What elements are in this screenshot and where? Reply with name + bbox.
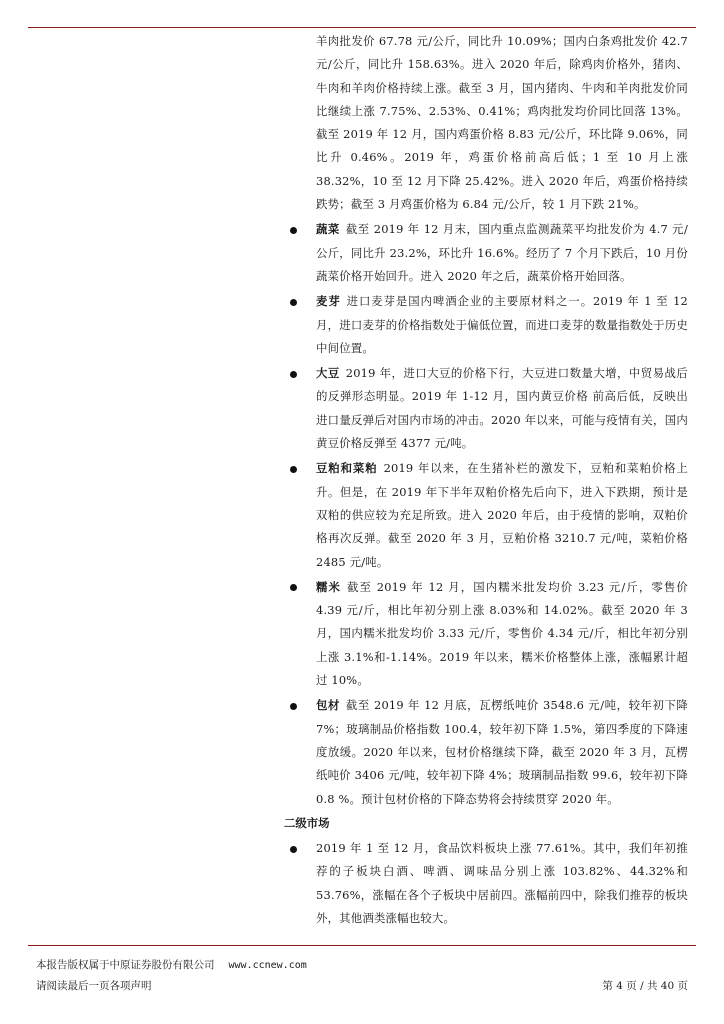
bullet-term: 大豆 <box>316 366 340 381</box>
bullet-text: 进口麦芽是国内啤酒企业的主要原材料之一。2019 年 1 至 12 月，进口麦芽的价格指数处于偏低位置，而进口麦芽的数量指数处于历史中间位置。 <box>316 294 688 355</box>
bullet-dot-icon <box>290 846 297 853</box>
bullet-text: 2019 年以来，在生猪补栏的激发下，豆粕和菜粕价格上升。但是，在 2019 年下半年双粕价格先后向下，进入下跌期，预计是双粕的供应较为充足所致。进入 2020 年后，由于疫情的影响，双粕价格再次反弹。截至 2020 年 3 月，豆粕价格 3210.7 元/吨，菜粕价格 2485 元/吨。 <box>316 461 688 569</box>
bullet-term: 麦芽 <box>316 294 341 309</box>
page-number: 第 4 页 / 共 40 页 <box>602 980 688 992</box>
bullet-vegetables <box>284 218 688 288</box>
bullet-glutinous-rice <box>284 576 688 692</box>
bullet-term: 蔬菜 <box>316 222 340 237</box>
continued-paragraph: 羊肉批发价 67.78 元/公斤，同比升 10.09%；国内白条鸡批发价 42.7 元/公斤，同比升 158.63%。进入 2020 年后，除鸡肉价格外，猪肉、牛肉和羊肉价格持续上涨。截至 3 月，国内猪肉、牛肉和羊肉批发价同比继续上涨 7.75%、2.53%、0.41%；鸡肉批发均价同比回落 13%。截至 2019 年 12 月，国内鸡蛋价格 8.83 元/公斤，环比降 9.06%，同比升 0.46%。2019 年，鸡蛋价格前高后低；1 至 10 月上涨 38.32%，10 至 12 月下降 25.42%。进入 2020 年后，鸡蛋价格持续跌势；截至 3 月鸡蛋价格为 6.84 元/公斤，较 1 月下跌 21%。 <box>316 34 688 212</box>
bullet-term: 豆粕和菜粕 <box>316 461 378 476</box>
bullet-dot-icon <box>290 227 297 234</box>
bullet-dot-icon <box>290 584 297 591</box>
bullet-text: 2019 年 1 至 12 月，食品饮料板块上涨 77.61%。其中，我们年初推荐的子板块白酒、啤酒、调味品分别上涨 103.82%、44.32%和 53.76%，涨幅在各个子板块中居前四。涨幅前四中，除我们推荐的板块外，其他酒类涨幅也较大。 <box>316 841 688 925</box>
bullet-malt <box>284 290 688 360</box>
bullet-text: 截至 2019 年 12 月，国内糯米批发均价 3.23 元/斤，零售价 4.39 元/斤，相比年初分别上涨 8.03%和 14.02%。截至 2020 年 3 月，国内糯米批发均价 3.33 元/斤，零售价 4.34 元/斤，相比年初分别上涨 3.1%和-1.14%。2019 年以来，糯米价格整体上涨，涨幅累计超过 10%。 <box>316 579 689 688</box>
bullet-packaging <box>284 694 688 810</box>
bullet-text: 截至 2019 年 12 月底，瓦楞纸吨价 3548.6 元/吨，较年初下降 7%；玻璃制品价格指数 100.4，较年初下降 1.5%，第四季度的下降速度放缓。2020 年以来，包材价格继续下降，截至 2020 年 3 月，瓦楞纸吨价 3406 元/吨，较年初下降 4%；玻璃制品指数 99.6，较年初下降 0.8 %。预计包材价格的下降态势将会持续贯穿 2020 年。 <box>316 698 688 806</box>
bullet-dot-icon <box>290 703 297 710</box>
bullet-dot-icon <box>290 299 297 306</box>
report-body <box>284 30 688 930</box>
header-rule <box>28 27 696 28</box>
footer-url[interactable]: www.ccnew.com <box>228 960 307 971</box>
bullet-dot-icon <box>290 466 297 473</box>
footer-left <box>36 955 307 997</box>
bullet-meal <box>284 457 688 573</box>
bullet-soybean <box>284 362 688 455</box>
footer-disclaimer: 请阅读最后一页各项声明 <box>36 980 152 992</box>
bullet-secondary-market <box>284 837 688 930</box>
bullet-dot-icon <box>290 371 297 378</box>
footer-copyright: 本报告版权属于中原证券股份有限公司 <box>36 959 215 971</box>
footer-rule <box>28 945 696 946</box>
bullet-term: 糯米 <box>316 579 342 594</box>
section-heading: 二级市场 <box>284 815 330 830</box>
bullet-term: 包材 <box>316 698 340 713</box>
bullet-text: 2019 年，进口大豆的价格下行，大豆进口数量大增，中贸易战后的反弹形态明显。2019 年 1-12 月，国内黄豆价格 前高后低，反映出进口量反弹后对国内市场的冲击。2020 年以来，可能与疫情有关，国内黄豆价格反弹至 4377 元/吨。 <box>316 366 689 451</box>
bullet-text: 截至 2019 年 12 月末，国内重点监测蔬菜平均批发价为 4.7 元/公斤，同比升 23.2%，环比升 16.6%。经历了 7 个月下跌后，10 月份蔬菜价格开始回升。进入 2020 年之后，蔬菜价格开始回落。 <box>316 222 688 283</box>
